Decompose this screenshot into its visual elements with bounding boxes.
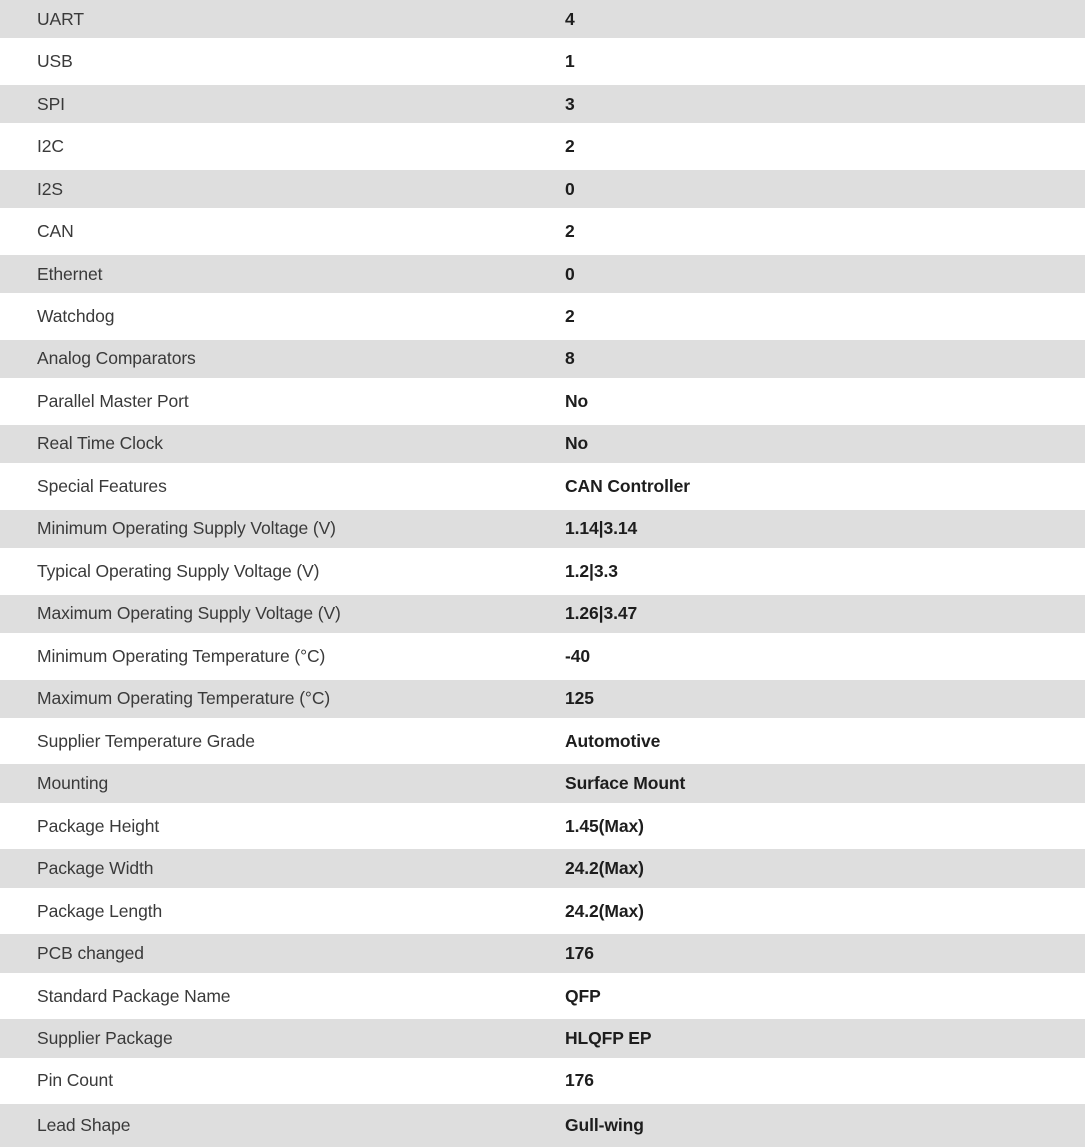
- spec-label: Minimum Operating Temperature (°C): [37, 645, 326, 666]
- spec-row: [0, 340, 1085, 382]
- spec-label: Minimum Operating Supply Voltage (V): [37, 518, 336, 539]
- spec-value: QFP: [565, 985, 601, 1006]
- spec-label: UART: [37, 8, 84, 29]
- spec-label: Supplier Package: [37, 1027, 173, 1048]
- spec-row: [0, 849, 1085, 891]
- spec-value: 0: [565, 178, 575, 199]
- spec-label: Analog Comparators: [37, 348, 196, 369]
- spec-label: Package Width: [37, 858, 154, 879]
- spec-value: 176: [565, 943, 594, 964]
- spec-label: Parallel Master Port: [37, 390, 189, 411]
- spec-label: SPI: [37, 93, 65, 114]
- spec-row: [0, 764, 1085, 806]
- spec-row: [0, 1019, 1085, 1061]
- spec-label: Mounting: [37, 773, 109, 794]
- spec-label: Package Height: [37, 815, 160, 836]
- spec-row: [0, 510, 1085, 552]
- spec-value: 3: [565, 93, 575, 114]
- spec-row: [0, 467, 1085, 509]
- spec-row: [0, 934, 1085, 976]
- spec-row: [0, 1062, 1085, 1104]
- spec-row: [0, 42, 1085, 84]
- spec-row: [0, 212, 1085, 254]
- spec-label: Watchdog: [37, 306, 115, 327]
- spec-row: [0, 637, 1085, 679]
- spec-row: [0, 85, 1085, 127]
- spec-value: 1.45(Max): [565, 815, 644, 836]
- spec-row: [0, 807, 1085, 849]
- spec-value: 8: [565, 348, 575, 369]
- spec-value: 1.26|3.47: [565, 603, 638, 624]
- spec-value: Gull-wing: [565, 1114, 644, 1135]
- spec-label: CAN: [37, 221, 74, 242]
- spec-label: I2C: [37, 136, 64, 157]
- spec-row: [0, 127, 1085, 169]
- spec-label: Supplier Temperature Grade: [37, 730, 255, 751]
- spec-row: [0, 425, 1085, 467]
- spec-row: [0, 977, 1085, 1019]
- spec-value: 24.2(Max): [565, 858, 644, 879]
- spec-value: HLQFP EP: [565, 1027, 652, 1048]
- spec-value: No: [565, 390, 589, 411]
- spec-value: 2: [565, 136, 575, 157]
- spec-value: Automotive: [565, 730, 661, 751]
- spec-value: 125: [565, 688, 594, 709]
- spec-value: 2: [565, 306, 575, 327]
- spec-row: [0, 382, 1085, 424]
- spec-row: [0, 892, 1085, 934]
- spec-row: [0, 595, 1085, 637]
- spec-row: [0, 1104, 1085, 1146]
- spec-label: PCB changed: [37, 943, 144, 964]
- spec-label: Standard Package Name: [37, 985, 231, 1006]
- spec-label: Package Length: [37, 900, 163, 921]
- spec-row: [0, 255, 1085, 297]
- spec-label: USB: [37, 51, 73, 72]
- spec-value: 176: [565, 1070, 594, 1091]
- spec-row: [0, 170, 1085, 212]
- spec-label: Ethernet: [37, 263, 103, 284]
- spec-value: 1.14|3.14: [565, 518, 638, 539]
- spec-row: [0, 0, 1085, 42]
- spec-label: Typical Operating Supply Voltage (V): [37, 560, 320, 581]
- spec-value: 2: [565, 221, 575, 242]
- spec-value: 4: [565, 8, 575, 29]
- spec-label: Pin Count: [37, 1070, 113, 1091]
- spec-row: [0, 722, 1085, 764]
- spec-value: No: [565, 433, 589, 454]
- spec-value: 0: [565, 263, 575, 284]
- spec-row: [0, 680, 1085, 722]
- spec-value: 24.2(Max): [565, 900, 644, 921]
- spec-label: I2S: [37, 178, 63, 199]
- spec-value: 1.2|3.3: [565, 560, 618, 581]
- spec-label: Maximum Operating Temperature (°C): [37, 688, 331, 709]
- spec-label: Real Time Clock: [37, 433, 163, 454]
- spec-value: -40: [565, 645, 590, 666]
- spec-value: CAN Controller: [565, 475, 690, 496]
- spec-label: Maximum Operating Supply Voltage (V): [37, 603, 341, 624]
- spec-label: Special Features: [37, 475, 167, 496]
- spec-row: [0, 552, 1085, 594]
- spec-row: [0, 297, 1085, 339]
- spec-value: 1: [565, 51, 575, 72]
- spec-value: Surface Mount: [565, 773, 686, 794]
- spec-label: Lead Shape: [37, 1114, 131, 1135]
